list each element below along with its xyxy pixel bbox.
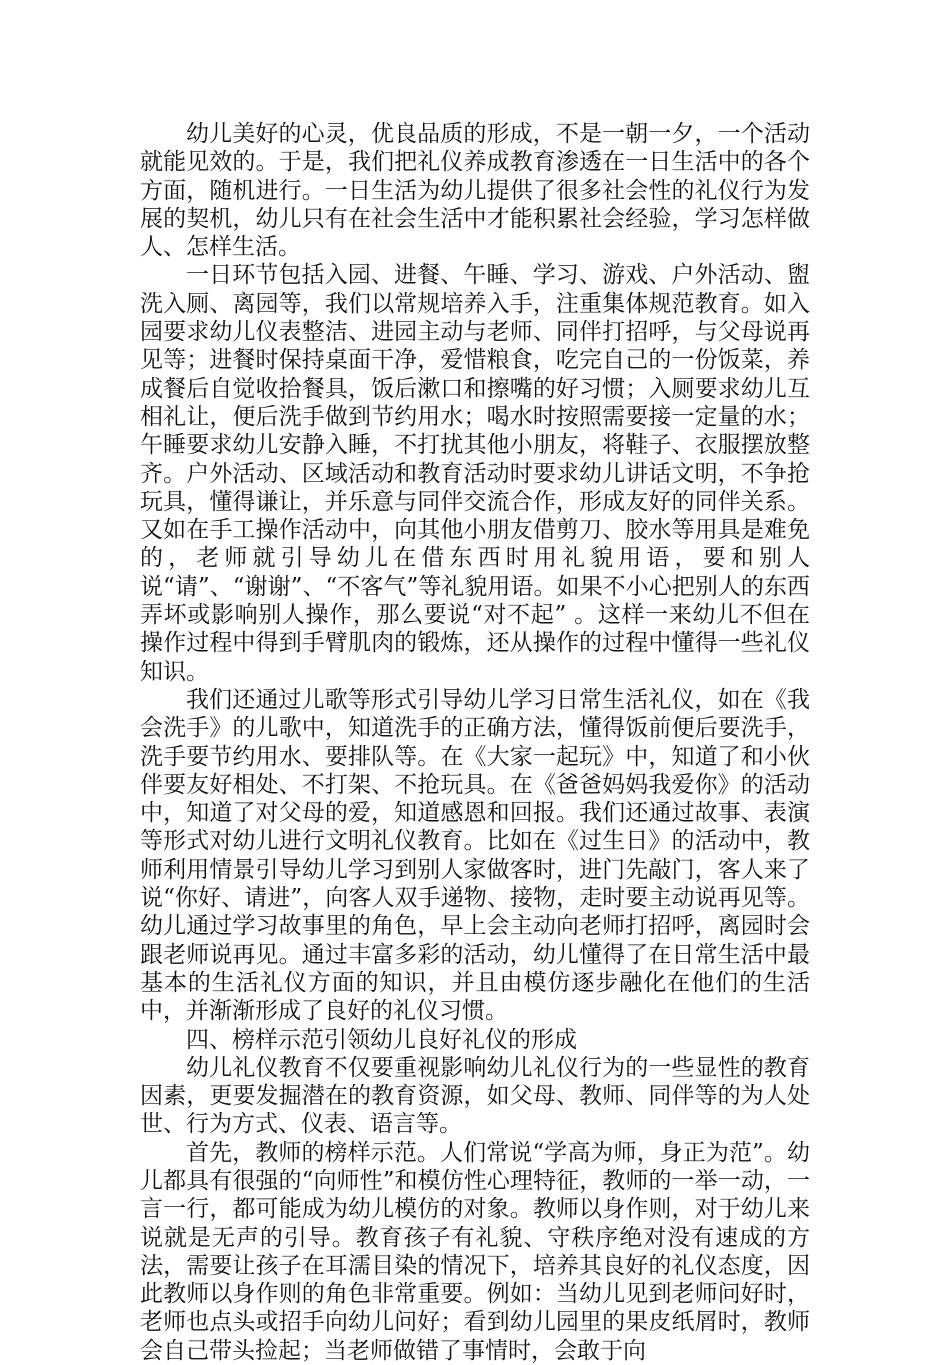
paragraph-5: 首先，教师的榜样示范。人们常说“学高为师，身正为范”。幼儿都具有很强的“向师性”和模仿性心理特征，教师的一举一动，一言一行，都可能成为幼儿模仿的对象。教师以身作则，对于幼儿来说就是无声的引导。教育孩子有礼貌、守秩序绝对没有速成的方法，需要让孩子在耳濡目染的情况下，培养其良好的礼仪态度，因此教师以身作则的角色非常重要。例如：当幼儿见到老师问好时，老师也点头或招手向幼儿问好；看到幼儿园里的果皮纸屑时，教师会自己带头捡起；当老师做错了事情时，会敢于向 bbox=[140, 1139, 810, 1364]
paragraph-2: 一日环节包括入园、进餐、午睡、学习、游戏、户外活动、盥洗入厕、离园等，我们以常规培养入手，注重集体规范教育。如入园要求幼儿仪表整洁、进园主动与老师、同伴打招呼，与父母说再见等；进餐时保持桌面干净，爱惜粮食，吃完自己的一份饭菜，养成餐后自觉收拾餐具，饭后漱口和擦嘴的好习惯；入厕要求幼儿互相礼让，便后洗手做到节约用水；喝水时按照需要接一定量的水；午睡要求幼儿安静入睡，不打扰其他小朋友，将鞋子、衣服摆放整齐。户外活动、区域活动和教育活动时要求幼儿讲话文明，不争抢玩具，懂得谦让，并乐意与同伴交流合作，形成友好的同伴关系。又如在手工操作活动中，向其他小朋友借剪刀、胶水等用具是难免的，老师就引导幼儿在借东西时用礼貌用语，要和别人说“请”、“谢谢”、“不客气”等礼貌用语。如果不小心把别人的东西弄坏或影响别人操作，那么要说“对不起” 。这样一来幼儿不但在操作过程中得到手臂肌肉的锻炼，还从操作的过程中懂得一些礼仪知识。 bbox=[140, 262, 810, 685]
paragraph-1: 幼儿美好的心灵，优良品质的形成，不是一朝一夕，一个活动就能见效的。于是，我们把礼仪养成教育渗透在一日生活中的各个方面，随机进行。一日生活为幼儿提供了很多社会性的礼仪行为发展的契机，幼儿只有在社会生活中才能积累社会经验，学习怎样做人、怎样生活。 bbox=[140, 121, 810, 261]
section-heading: 四、榜样示范引领幼儿良好礼仪的形成 bbox=[186, 1026, 577, 1053]
paragraph-3: 我们还通过儿歌等形式引导幼儿学习日常生活礼仪，如在《我会洗手》的儿歌中，知道洗手的正确方法，懂得饭前便后要洗手，洗手要节约用水、要排队等。在《大家一起玩》中，知道了和小伙伴要友好相处、不打架、不抢玩具。在《爸爸妈妈我爱你》的活动中，知道了对父母的爱，知道感恩和回报。我们还通过故事、表演等形式对幼儿进行文明礼仪教育。比如在《过生日》的活动中，教师利用情景引导幼儿学习到别人家做客时，进门先敲门，客人来了说“你好、请进”，向客人双手递物、接物，走时要主动说再见等。幼儿通过学习故事里的角色，早上会主动向老师打招呼，离园时会跟老师说再见。通过丰富多彩的活动，幼儿懂得了在日常生活中最基本的生活礼仪方面的知识，并且由模仿逐步融化在他们的生活中，并渐渐形成了良好的礼仪习惯。 bbox=[140, 686, 810, 1025]
document-body bbox=[140, 120, 810, 1365]
paragraph-4: 幼儿礼仪教育不仅要重视影响幼儿礼仪行为的一些显性的教育因素，更要发掘潜在的教育资源，如父母、教师、同伴等的为人处世、行为方式、仪表、语言等。 bbox=[140, 1054, 810, 1138]
